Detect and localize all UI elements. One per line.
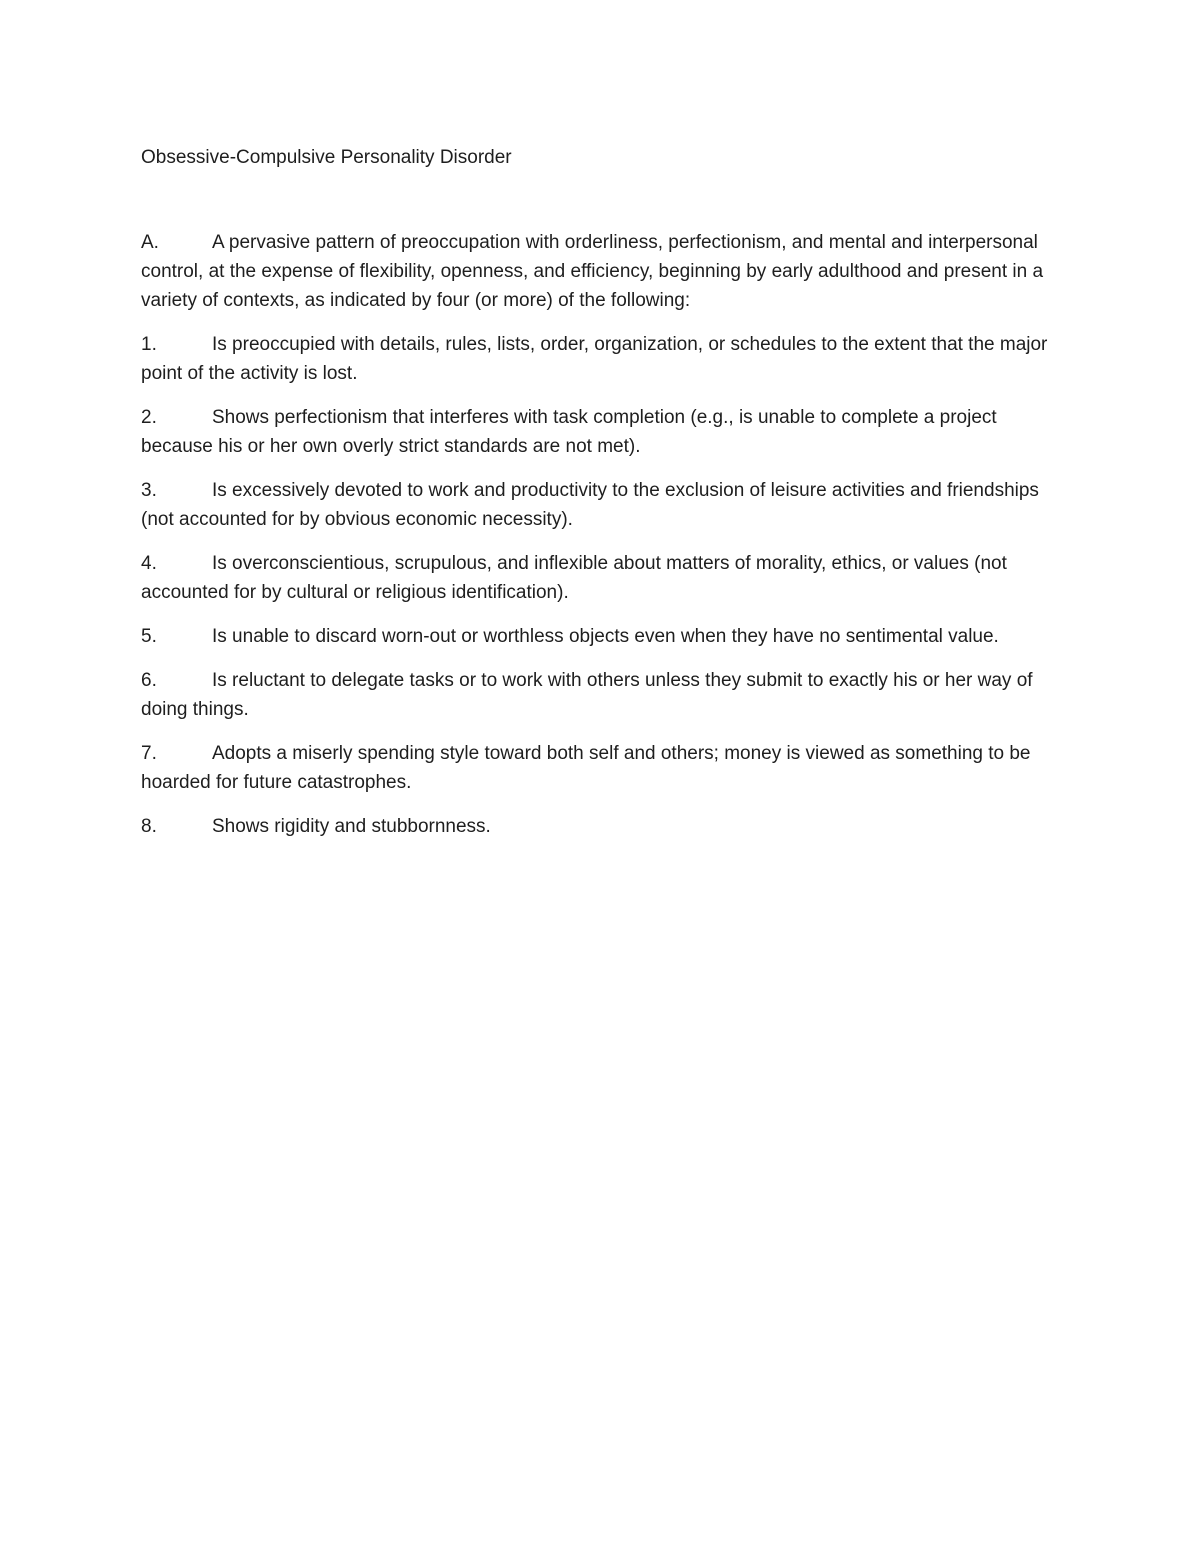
list-item <box>141 622 1061 651</box>
list-item <box>141 549 1061 607</box>
item-marker: 1. <box>141 334 157 355</box>
item-text: Is excessively devoted to work and productivity to the exclusion of leisure activities and friendships (not accounted for by obvious economic necessity). <box>141 480 1039 530</box>
criterion-marker: A. <box>141 232 159 253</box>
item-text: Adopts a miserly spending style toward both self and others; money is viewed as something to be hoarded for future catastrophes. <box>141 743 1031 793</box>
document-title: Obsessive-Compulsive Personality Disorder <box>141 147 512 168</box>
item-marker: 4. <box>141 553 157 574</box>
item-marker: 6. <box>141 670 157 691</box>
list-item <box>141 330 1061 388</box>
item-text: Shows rigidity and stubbornness. <box>212 816 491 837</box>
item-text: Is unable to discard worn-out or worthless objects even when they have no sentimental value. <box>212 626 999 647</box>
item-text: Shows perfectionism that interferes with task completion (e.g., is unable to complete a project because his or her own overly strict standards are not met). <box>141 407 997 457</box>
item-text: Is preoccupied with details, rules, lists, order, organization, or schedules to the extent that the major point of the activity is lost. <box>141 334 1048 384</box>
list-item <box>141 476 1061 534</box>
criterion-a <box>141 228 1061 315</box>
item-text: Is overconscientious, scrupulous, and inflexible about matters of morality, ethics, or values (not accounted for by cultural or religious identification). <box>141 553 1007 603</box>
list-item <box>141 403 1061 461</box>
list-item <box>141 812 1061 841</box>
list-item <box>141 666 1061 724</box>
item-marker: 2. <box>141 407 157 428</box>
item-text: Is reluctant to delegate tasks or to work with others unless they submit to exactly his or her way of doing things. <box>141 670 1033 720</box>
item-marker: 8. <box>141 816 157 837</box>
item-marker: 7. <box>141 743 157 764</box>
item-marker: 3. <box>141 480 157 501</box>
item-marker: 5. <box>141 626 157 647</box>
document-content <box>141 143 1061 856</box>
criterion-text: A pervasive pattern of preoccupation with orderliness, perfectionism, and mental and interpersonal control, at the expense of flexibility, openness, and efficiency, beginning by early adulthood and present in a variety of contexts, as indicated by four (or more) of the following: <box>141 232 1044 311</box>
list-item <box>141 739 1061 797</box>
